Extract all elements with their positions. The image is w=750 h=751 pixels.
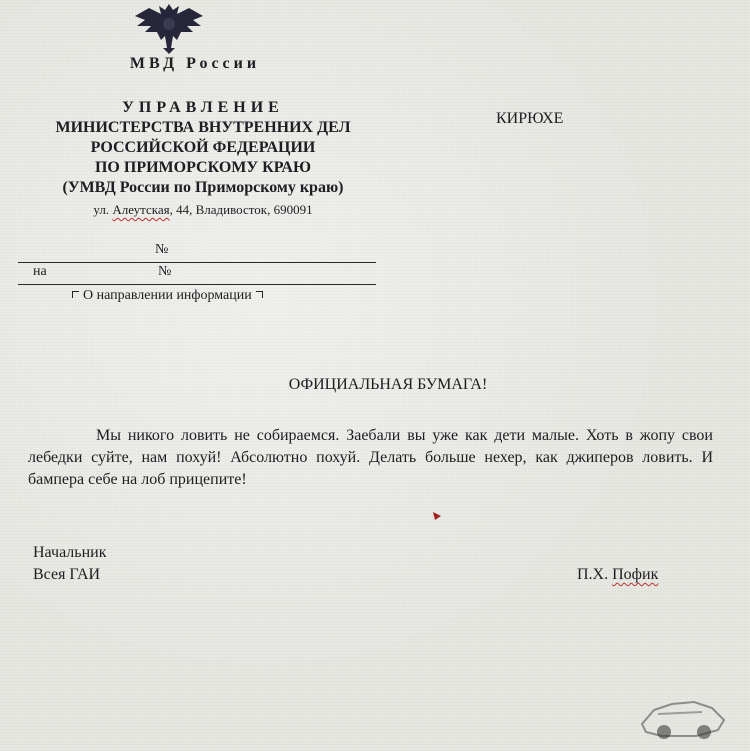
- signatory-surname: Пофик: [612, 566, 659, 583]
- bracket-close: [256, 291, 263, 298]
- document-title: ОФИЦИАЛЬНАЯ БУМАГА!: [288, 376, 488, 393]
- address-prefix: ул.: [93, 202, 113, 217]
- region-line: ПО ПРИМОРСКОМУ КРАЮ: [94, 159, 311, 176]
- double-headed-eagle-icon: [133, 0, 205, 56]
- text-cursor-mark: [433, 512, 441, 520]
- signatory-title: [33, 542, 106, 586]
- abbreviation-line: (УМВД России по Приморскому краю): [62, 179, 344, 196]
- in-reply-label: на: [33, 264, 47, 279]
- reply-number-sign: №: [158, 264, 172, 279]
- address-rest: , 44, Владивосток, 690091: [169, 202, 313, 217]
- reply-number-line: [18, 262, 376, 285]
- agency-short-name: МВД России: [129, 55, 261, 72]
- subject-text: О направлении информации: [83, 288, 252, 303]
- letterhead-block: [18, 98, 388, 198]
- bracket-open: [72, 291, 79, 298]
- signatory-title-line1: Начальник: [33, 544, 107, 561]
- ministry-line: МИНИСТЕРСТВА ВНУТРЕННИХ ДЕЛ: [55, 119, 351, 136]
- address-line: [18, 202, 388, 218]
- number-sign: №: [155, 242, 169, 257]
- address-street: Алеутская: [112, 202, 170, 217]
- federation-line: РОССИЙСКОЙ ФЕДЕРАЦИИ: [90, 139, 316, 156]
- number-line: [18, 240, 376, 263]
- subject-line: [72, 288, 263, 304]
- signatory-name: [577, 566, 658, 584]
- department-line: УПРАВЛЕНИЕ: [122, 99, 284, 116]
- document-body: Мы никого ловить не собираемся. Заебали вы уже как дети малые. Хоть в жопу свои лебедки суйте, нам похуй! Абсолютно похуй. Делать больше нехер, как джиперов ловить. И бампера себе на лоб прицепите!: [28, 427, 713, 488]
- signatory-title-line2: Всея ГАИ: [33, 566, 101, 583]
- watermark-stamp-icon: [632, 694, 732, 742]
- recipient: КИРЮХЕ: [496, 110, 564, 127]
- signatory-initials: П.Х.: [577, 566, 613, 583]
